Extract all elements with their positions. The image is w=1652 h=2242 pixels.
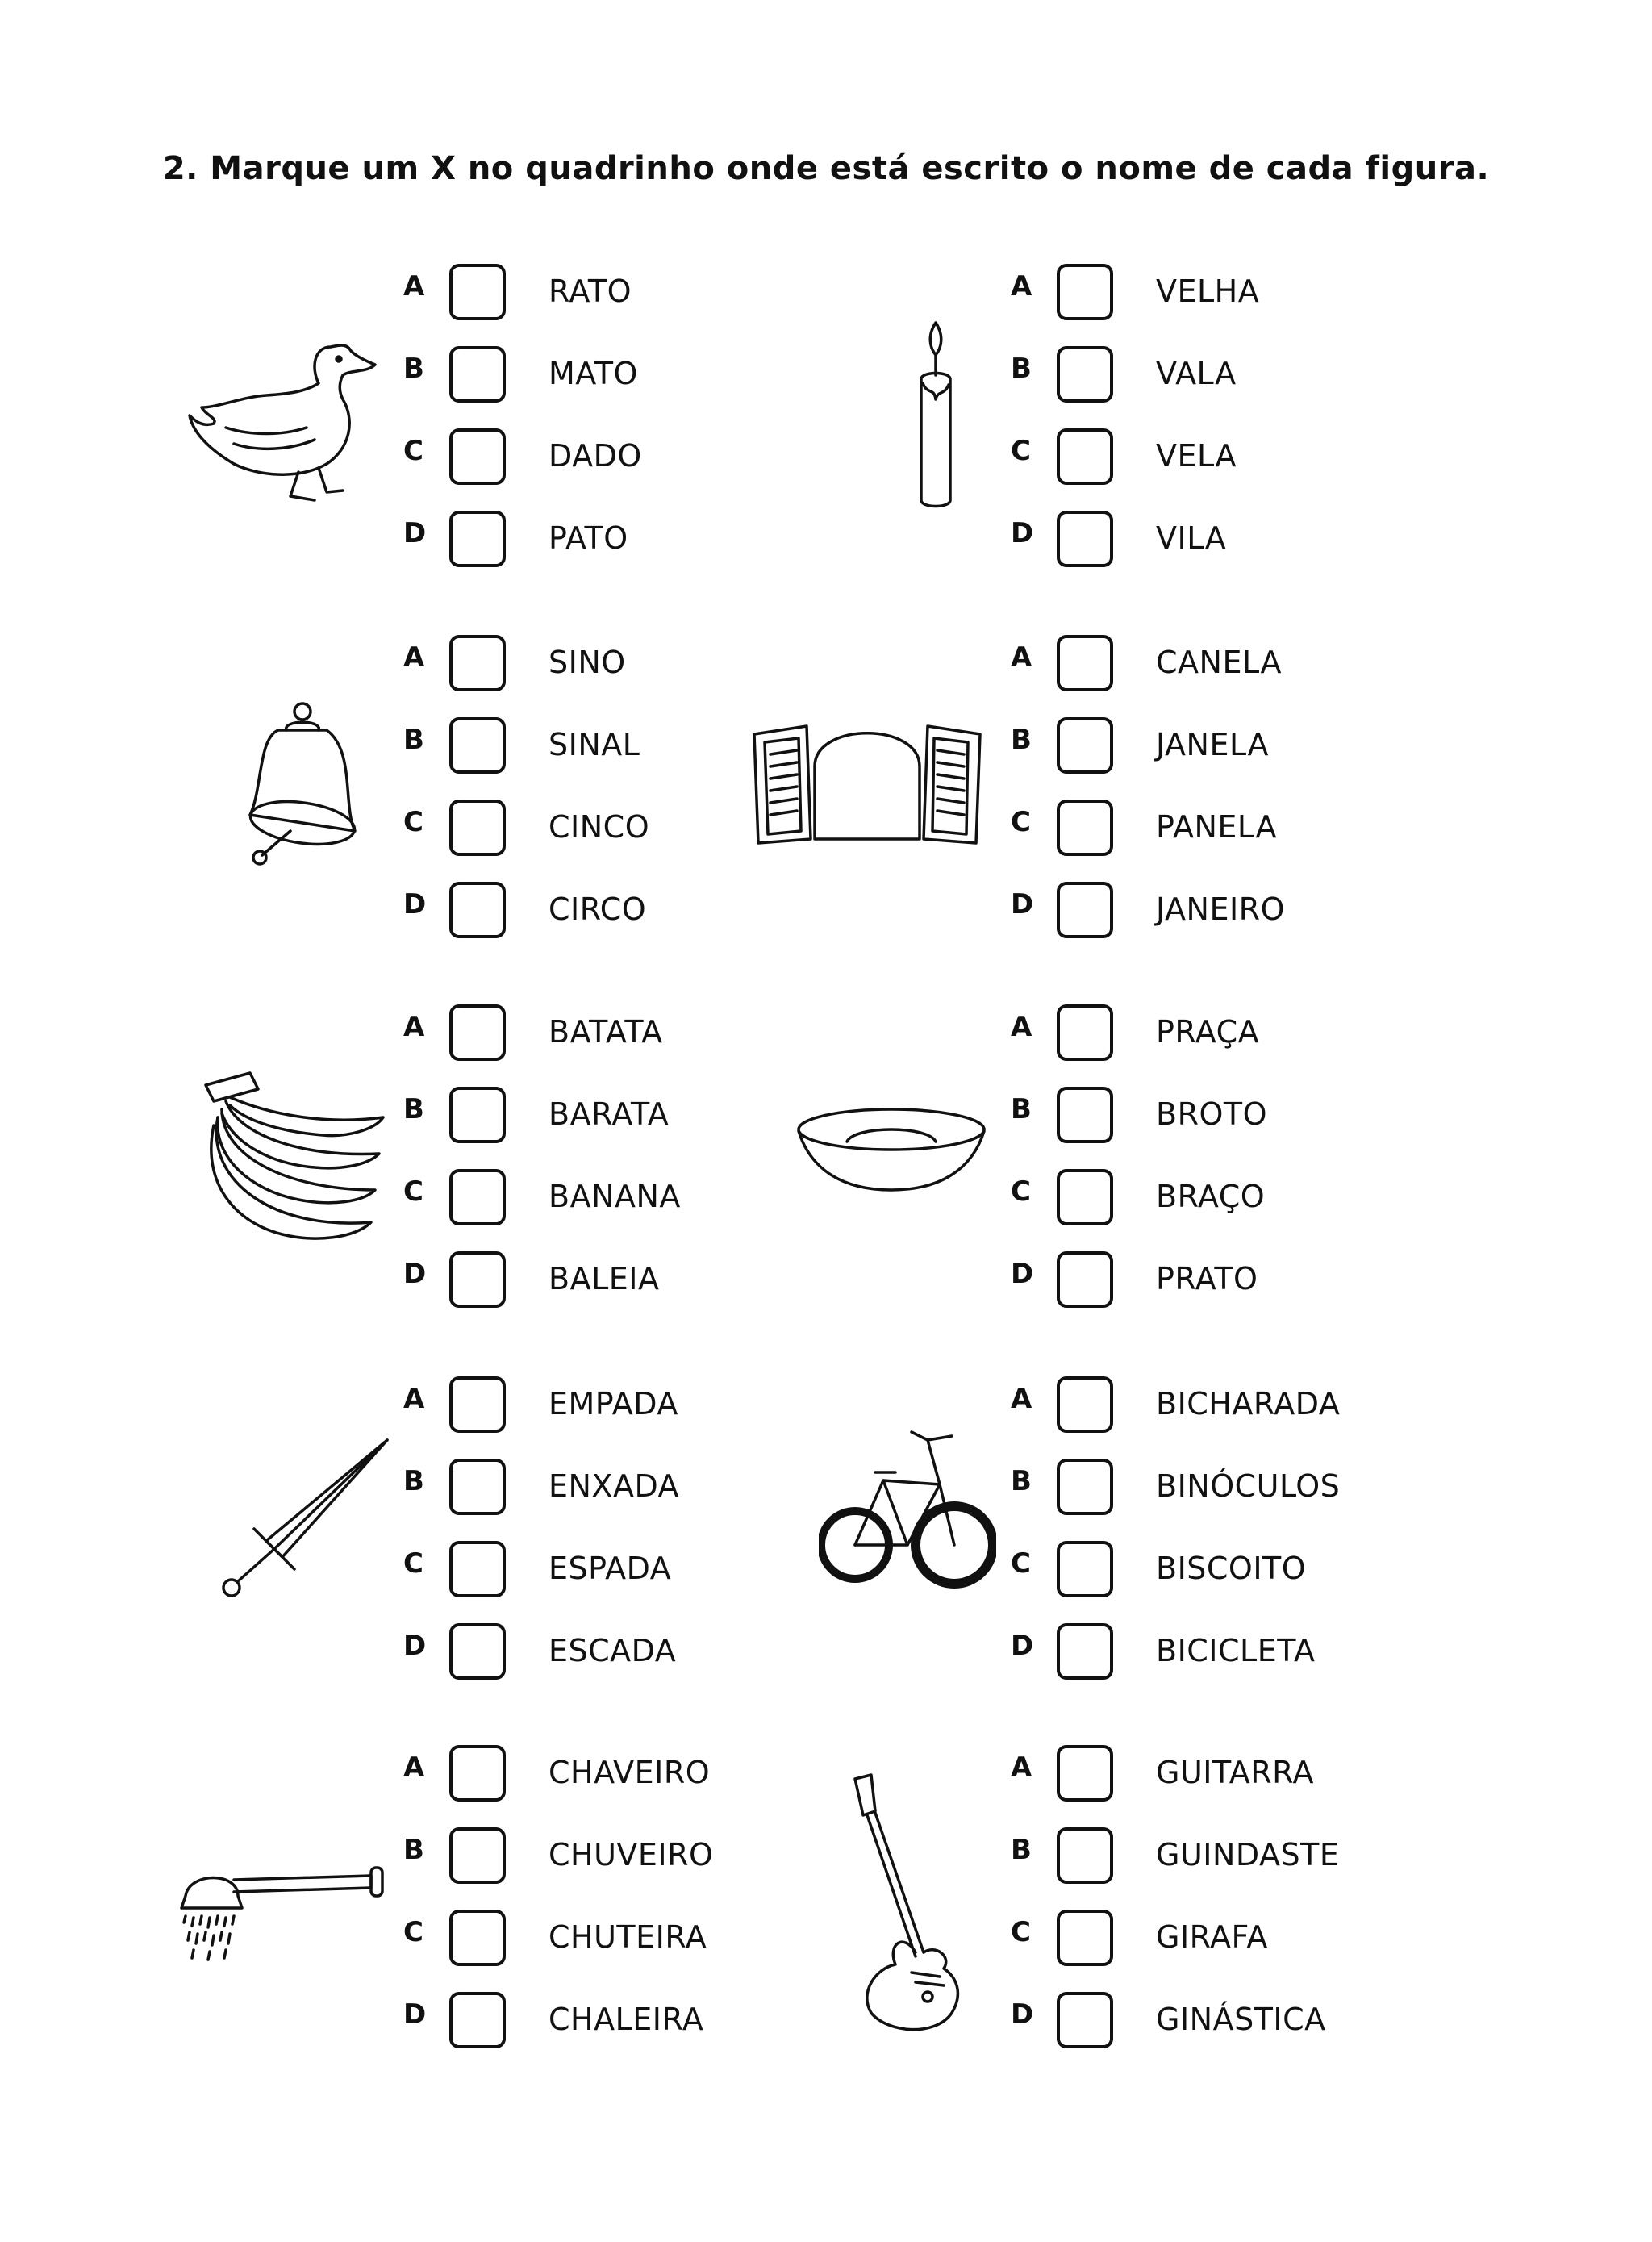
option-letter: B bbox=[403, 1093, 424, 1125]
option-word: MATO bbox=[549, 356, 638, 391]
option-word: CHAVEIRO bbox=[549, 1755, 711, 1790]
option-letter: A bbox=[403, 1011, 425, 1043]
option-word: BICICLETA bbox=[1156, 1633, 1316, 1668]
window-icon bbox=[750, 718, 984, 847]
answer-checkbox[interactable] bbox=[449, 1745, 506, 1802]
option-word: BATATA bbox=[549, 1014, 663, 1050]
answer-checkbox[interactable] bbox=[449, 428, 506, 485]
answer-checkbox[interactable] bbox=[1057, 511, 1113, 567]
option-letter: B bbox=[1011, 1465, 1032, 1497]
option-word: ESCADA bbox=[549, 1633, 677, 1668]
answer-checkbox[interactable] bbox=[1057, 264, 1113, 320]
answer-checkbox[interactable] bbox=[449, 882, 506, 938]
answer-checkbox[interactable] bbox=[1057, 1827, 1113, 1884]
option-letter: B bbox=[403, 1465, 424, 1497]
answer-checkbox[interactable] bbox=[1057, 428, 1113, 485]
answer-checkbox[interactable] bbox=[449, 1004, 506, 1061]
option-word: CINCO bbox=[549, 809, 650, 845]
option-word: GUITARRA bbox=[1156, 1755, 1314, 1790]
answer-checkbox[interactable] bbox=[1057, 1910, 1113, 1966]
option-letter: C bbox=[403, 806, 423, 838]
option-letter: A bbox=[1011, 270, 1032, 303]
instruction-title: 2. Marque um X no quadrinho onde está escrito o nome de cada figura. bbox=[162, 150, 1490, 187]
option-word: VELHA bbox=[1156, 273, 1260, 309]
option-word: VALA bbox=[1156, 356, 1237, 391]
option-letter: A bbox=[1011, 641, 1032, 674]
option-letter: D bbox=[403, 1258, 427, 1290]
option-letter: B bbox=[403, 1834, 424, 1866]
answer-checkbox[interactable] bbox=[1057, 1376, 1113, 1433]
option-word: RATO bbox=[549, 273, 632, 309]
answer-checkbox[interactable] bbox=[1057, 1004, 1113, 1061]
plate-icon bbox=[795, 1105, 988, 1194]
answer-checkbox[interactable] bbox=[449, 511, 506, 567]
duck-icon bbox=[177, 315, 387, 508]
option-word: BANANA bbox=[549, 1179, 681, 1214]
option-word: CHUVEIRO bbox=[549, 1837, 714, 1873]
option-letter: C bbox=[403, 1916, 423, 1948]
option-word: EMPADA bbox=[549, 1386, 678, 1422]
answer-checkbox[interactable] bbox=[449, 1376, 506, 1433]
option-word: CIRCO bbox=[549, 891, 647, 927]
answer-checkbox[interactable] bbox=[449, 1087, 506, 1143]
option-letter: A bbox=[403, 641, 425, 674]
option-letter: C bbox=[1011, 1916, 1031, 1948]
option-letter: C bbox=[1011, 435, 1031, 467]
candle-icon bbox=[912, 319, 960, 512]
answer-checkbox[interactable] bbox=[449, 1169, 506, 1225]
answer-checkbox[interactable] bbox=[1057, 346, 1113, 403]
option-letter: D bbox=[403, 517, 427, 549]
option-word: ESPADA bbox=[549, 1551, 672, 1586]
answer-checkbox[interactable] bbox=[1057, 1087, 1113, 1143]
option-letter: D bbox=[1011, 888, 1034, 921]
option-letter: D bbox=[403, 888, 427, 921]
answer-checkbox[interactable] bbox=[449, 1623, 506, 1680]
answer-checkbox[interactable] bbox=[1057, 1169, 1113, 1225]
answer-checkbox[interactable] bbox=[449, 346, 506, 403]
option-word: GUINDASTE bbox=[1156, 1837, 1340, 1873]
option-word: BROTO bbox=[1156, 1096, 1268, 1132]
sword-icon bbox=[206, 1436, 391, 1597]
option-letter: D bbox=[1011, 1630, 1034, 1662]
option-letter: B bbox=[1011, 724, 1032, 756]
answer-checkbox[interactable] bbox=[449, 1827, 506, 1884]
option-word: VILA bbox=[1156, 520, 1227, 556]
answer-checkbox[interactable] bbox=[449, 1910, 506, 1966]
option-word: BISCOITO bbox=[1156, 1551, 1307, 1586]
answer-checkbox[interactable] bbox=[1057, 1745, 1113, 1802]
answer-checkbox[interactable] bbox=[449, 264, 506, 320]
answer-checkbox[interactable] bbox=[1057, 1541, 1113, 1597]
guitar-icon bbox=[839, 1771, 984, 2037]
option-word: JANEIRO bbox=[1156, 891, 1285, 927]
option-letter: D bbox=[1011, 1258, 1034, 1290]
answer-checkbox[interactable] bbox=[449, 800, 506, 856]
option-letter: D bbox=[1011, 517, 1034, 549]
option-word: PRAÇA bbox=[1156, 1014, 1260, 1050]
answer-checkbox[interactable] bbox=[449, 1251, 506, 1308]
option-letter: C bbox=[1011, 806, 1031, 838]
option-word: JANELA bbox=[1156, 727, 1270, 762]
option-word: SINO bbox=[549, 645, 626, 680]
answer-checkbox[interactable] bbox=[1057, 1459, 1113, 1515]
answer-checkbox[interactable] bbox=[449, 635, 506, 691]
shower-icon bbox=[169, 1860, 387, 1973]
option-letter: A bbox=[403, 1383, 425, 1415]
option-letter: B bbox=[403, 724, 424, 756]
option-letter: B bbox=[1011, 353, 1032, 385]
option-word: PANELA bbox=[1156, 809, 1277, 845]
option-word: CANELA bbox=[1156, 645, 1283, 680]
option-letter: D bbox=[403, 1630, 427, 1662]
option-letter: D bbox=[1011, 1998, 1034, 2031]
answer-checkbox[interactable] bbox=[449, 717, 506, 774]
option-word: BINÓCULOS bbox=[1156, 1468, 1341, 1504]
option-letter: A bbox=[1011, 1011, 1032, 1043]
option-letter: C bbox=[1011, 1175, 1031, 1208]
option-word: BALEIA bbox=[549, 1261, 660, 1296]
answer-checkbox[interactable] bbox=[1057, 882, 1113, 938]
answer-checkbox[interactable] bbox=[1057, 800, 1113, 856]
option-word: PATO bbox=[549, 520, 628, 556]
option-word: BRAÇO bbox=[1156, 1179, 1266, 1214]
answer-checkbox[interactable] bbox=[1057, 717, 1113, 774]
option-letter: A bbox=[403, 1751, 425, 1784]
option-letter: C bbox=[403, 1175, 423, 1208]
option-word: CHALEIRA bbox=[549, 2002, 704, 2037]
option-word: ENXADA bbox=[549, 1468, 680, 1504]
answer-checkbox[interactable] bbox=[449, 1992, 506, 2048]
option-letter: B bbox=[1011, 1093, 1032, 1125]
option-word: CHUTEIRA bbox=[549, 1919, 707, 1955]
option-word: DADO bbox=[549, 438, 642, 474]
option-letter: B bbox=[403, 353, 424, 385]
option-letter: C bbox=[1011, 1547, 1031, 1580]
answer-checkbox[interactable] bbox=[1057, 635, 1113, 691]
bell-icon bbox=[226, 694, 371, 871]
option-letter: C bbox=[403, 435, 423, 467]
bicycle-icon bbox=[819, 1424, 996, 1601]
option-word: BARATA bbox=[549, 1096, 670, 1132]
option-letter: A bbox=[1011, 1383, 1032, 1415]
option-word: GINÁSTICA bbox=[1156, 2002, 1326, 2037]
option-word: GIRAFA bbox=[1156, 1919, 1268, 1955]
option-letter: B bbox=[1011, 1834, 1032, 1866]
option-word: PRATO bbox=[1156, 1261, 1258, 1296]
option-word: SINAL bbox=[549, 727, 640, 762]
answer-checkbox[interactable] bbox=[1057, 1623, 1113, 1680]
answer-checkbox[interactable] bbox=[449, 1541, 506, 1597]
answer-checkbox[interactable] bbox=[1057, 1992, 1113, 2048]
option-word: VELA bbox=[1156, 438, 1237, 474]
option-letter: A bbox=[1011, 1751, 1032, 1784]
option-letter: D bbox=[403, 1998, 427, 2031]
answer-checkbox[interactable] bbox=[1057, 1251, 1113, 1308]
option-letter: C bbox=[403, 1547, 423, 1580]
option-word: BICHARADA bbox=[1156, 1386, 1341, 1422]
answer-checkbox[interactable] bbox=[449, 1459, 506, 1515]
option-letter: A bbox=[403, 270, 425, 303]
bananas-icon bbox=[202, 1069, 387, 1246]
